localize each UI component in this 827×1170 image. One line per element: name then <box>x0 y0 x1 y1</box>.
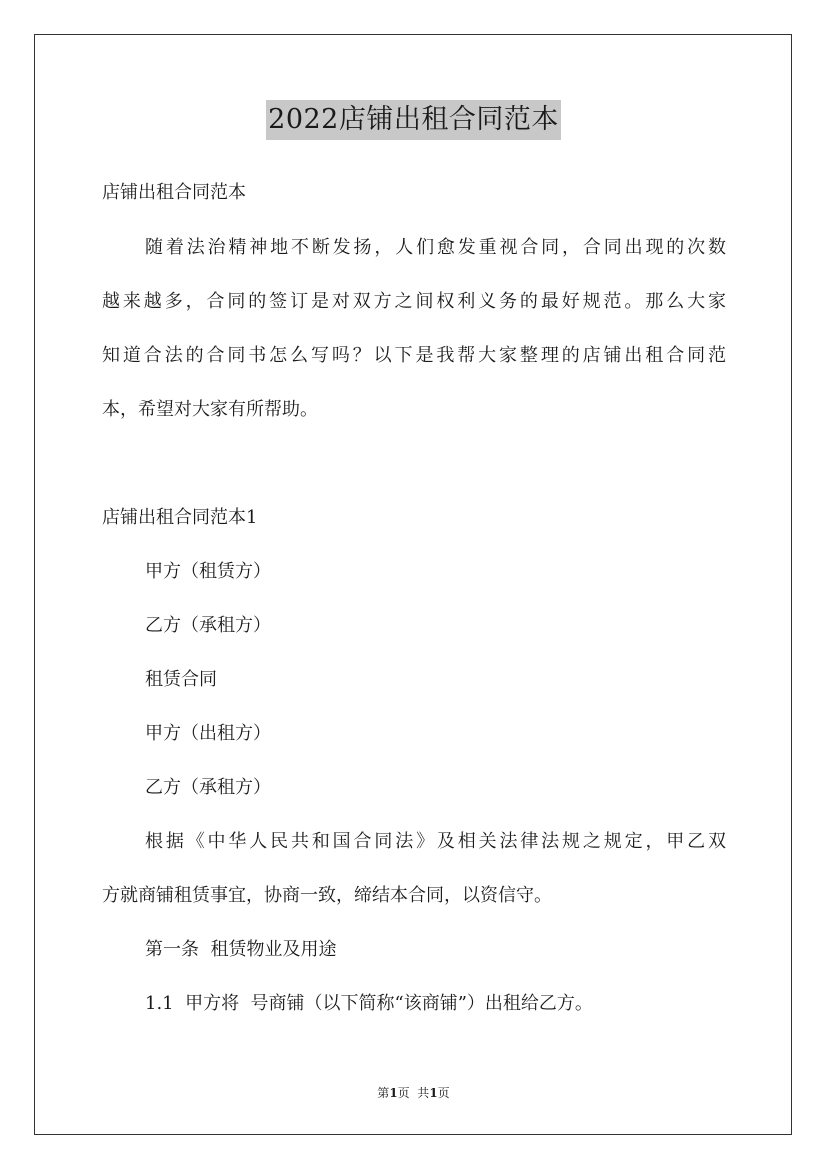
document-title: 2022店铺出租合同范本 <box>266 100 561 140</box>
intro-paragraph-line: 本，希望对大家有所帮助。 <box>102 399 318 420</box>
document-subtitle: 店铺出租合同范本 <box>102 182 246 203</box>
footer-suffix: 页 <box>437 1086 450 1100</box>
footer-total-pages: 1 <box>429 1086 438 1100</box>
footer-page-number: 1 <box>389 1086 398 1100</box>
intro-paragraph-line: 随着法治精神地不断发扬，人们愈发重视合同，合同出现的次数 <box>145 237 726 258</box>
section-heading: 店铺出租合同范本1 <box>102 507 258 528</box>
intro-paragraph-line: 越来越多，合同的签订是对双方之间权利义务的最好规范。那么大家 <box>102 291 726 312</box>
title-container <box>0 100 827 140</box>
basis-paragraph-line: 方就商铺租赁事宜，协商一致，缔结本合同，以资信守。 <box>102 885 552 906</box>
article-clause: 1.1 甲方将 号商铺（以下简称“该商铺”）出租给乙方。 <box>145 993 593 1014</box>
basis-paragraph-line: 根据《中华人民共和国合同法》及相关法律法规之规定，甲乙双 <box>145 831 726 852</box>
footer-mid: 页 共 <box>397 1086 430 1100</box>
intro-paragraph-line: 知道合法的合同书怎么写吗？以下是我帮大家整理的店铺出租合同范 <box>102 345 726 366</box>
party-line: 甲方（租赁方） <box>145 561 271 582</box>
article-heading: 第一条 租赁物业及用途 <box>145 939 337 960</box>
party-line: 租赁合同 <box>145 669 217 690</box>
party-line: 乙方（承租方） <box>145 615 271 636</box>
party-line: 甲方（出租方） <box>145 723 271 744</box>
footer-prefix: 第 <box>377 1086 390 1100</box>
party-line: 乙方（承租方） <box>145 777 271 798</box>
page-footer <box>0 1085 827 1101</box>
